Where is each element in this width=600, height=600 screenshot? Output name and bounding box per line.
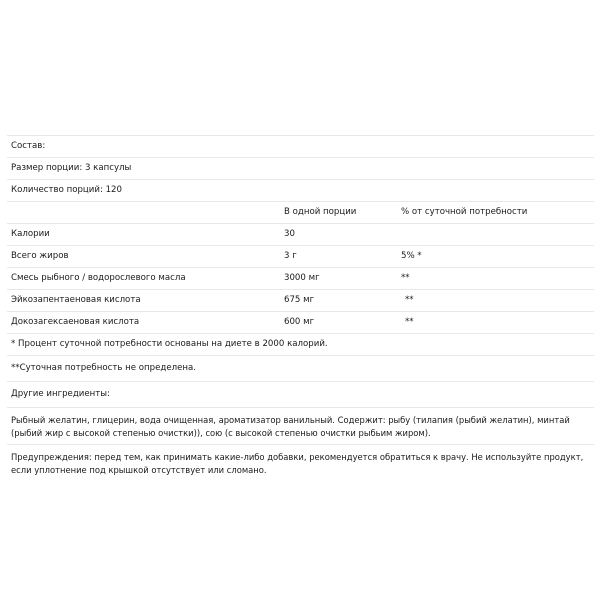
nutrient-amount: 3000 мг (284, 273, 320, 283)
supplement-facts-panel (7, 135, 594, 477)
servings-row (7, 180, 594, 202)
footnote-not-established: **Суточная потребность не определена. (11, 363, 197, 373)
per-serving-header: В одной порции (284, 207, 357, 217)
nutrient-dv: ** (401, 273, 410, 283)
divider (7, 407, 594, 408)
table-row (7, 224, 594, 246)
table-row (7, 312, 594, 334)
nutrient-dv: ** (405, 317, 414, 327)
footnote-row (7, 356, 594, 382)
nutrient-name: Эйкозапентаеновая кислота (11, 295, 141, 305)
footnote-daily-value: * Процент суточной потребности основаны на диете в 2000 калорий. (11, 339, 328, 349)
nutrient-dv: 5% * (401, 251, 422, 261)
nutrient-name: Всего жиров (11, 251, 69, 261)
table-row (7, 268, 594, 290)
table-row (7, 246, 594, 268)
nutrient-amount: 30 (284, 229, 295, 239)
facts-title-row (7, 135, 594, 158)
facts-header-row (7, 202, 594, 224)
ingredients-text: Рыбный желатин, глицерин, вода очищенная, ароматизатор ванильный. Содержит: рыбу (тилапия (рыбий желатин), минтай (рыбий жир с высокой степенью очистки)), сою (с высокой степенью очистки рыбьим жиром). (7, 414, 594, 445)
servings-count: Количество порций: 120 (11, 185, 122, 195)
nutrient-dv: ** (405, 295, 414, 305)
facts-title: Состав: (11, 141, 46, 151)
ingredients-title: Другие ингредиенты: (11, 389, 110, 399)
serving-size: Размер порции: 3 капсулы (11, 163, 132, 173)
daily-value-header: % от суточной потребности (401, 207, 528, 217)
nutrient-amount: 675 мг (284, 295, 315, 305)
nutrient-name: Докозагексаеновая кислота (11, 317, 140, 327)
nutrient-name: Смесь рыбного / водорослевого масла (11, 273, 186, 283)
nutrient-name: Калории (11, 229, 50, 239)
footnote-row (7, 334, 594, 356)
serving-size-row (7, 158, 594, 180)
nutrient-amount: 3 г (284, 251, 297, 261)
table-row (7, 290, 594, 312)
warnings-text: Предупреждения: перед тем, как принимать какие-либо добавки, рекомендуется обратиться к врачу. Не используйте продукт, если уплотнение под крышкой отсутствует или сломано. (11, 452, 584, 475)
nutrient-amount: 600 мг (284, 317, 315, 327)
